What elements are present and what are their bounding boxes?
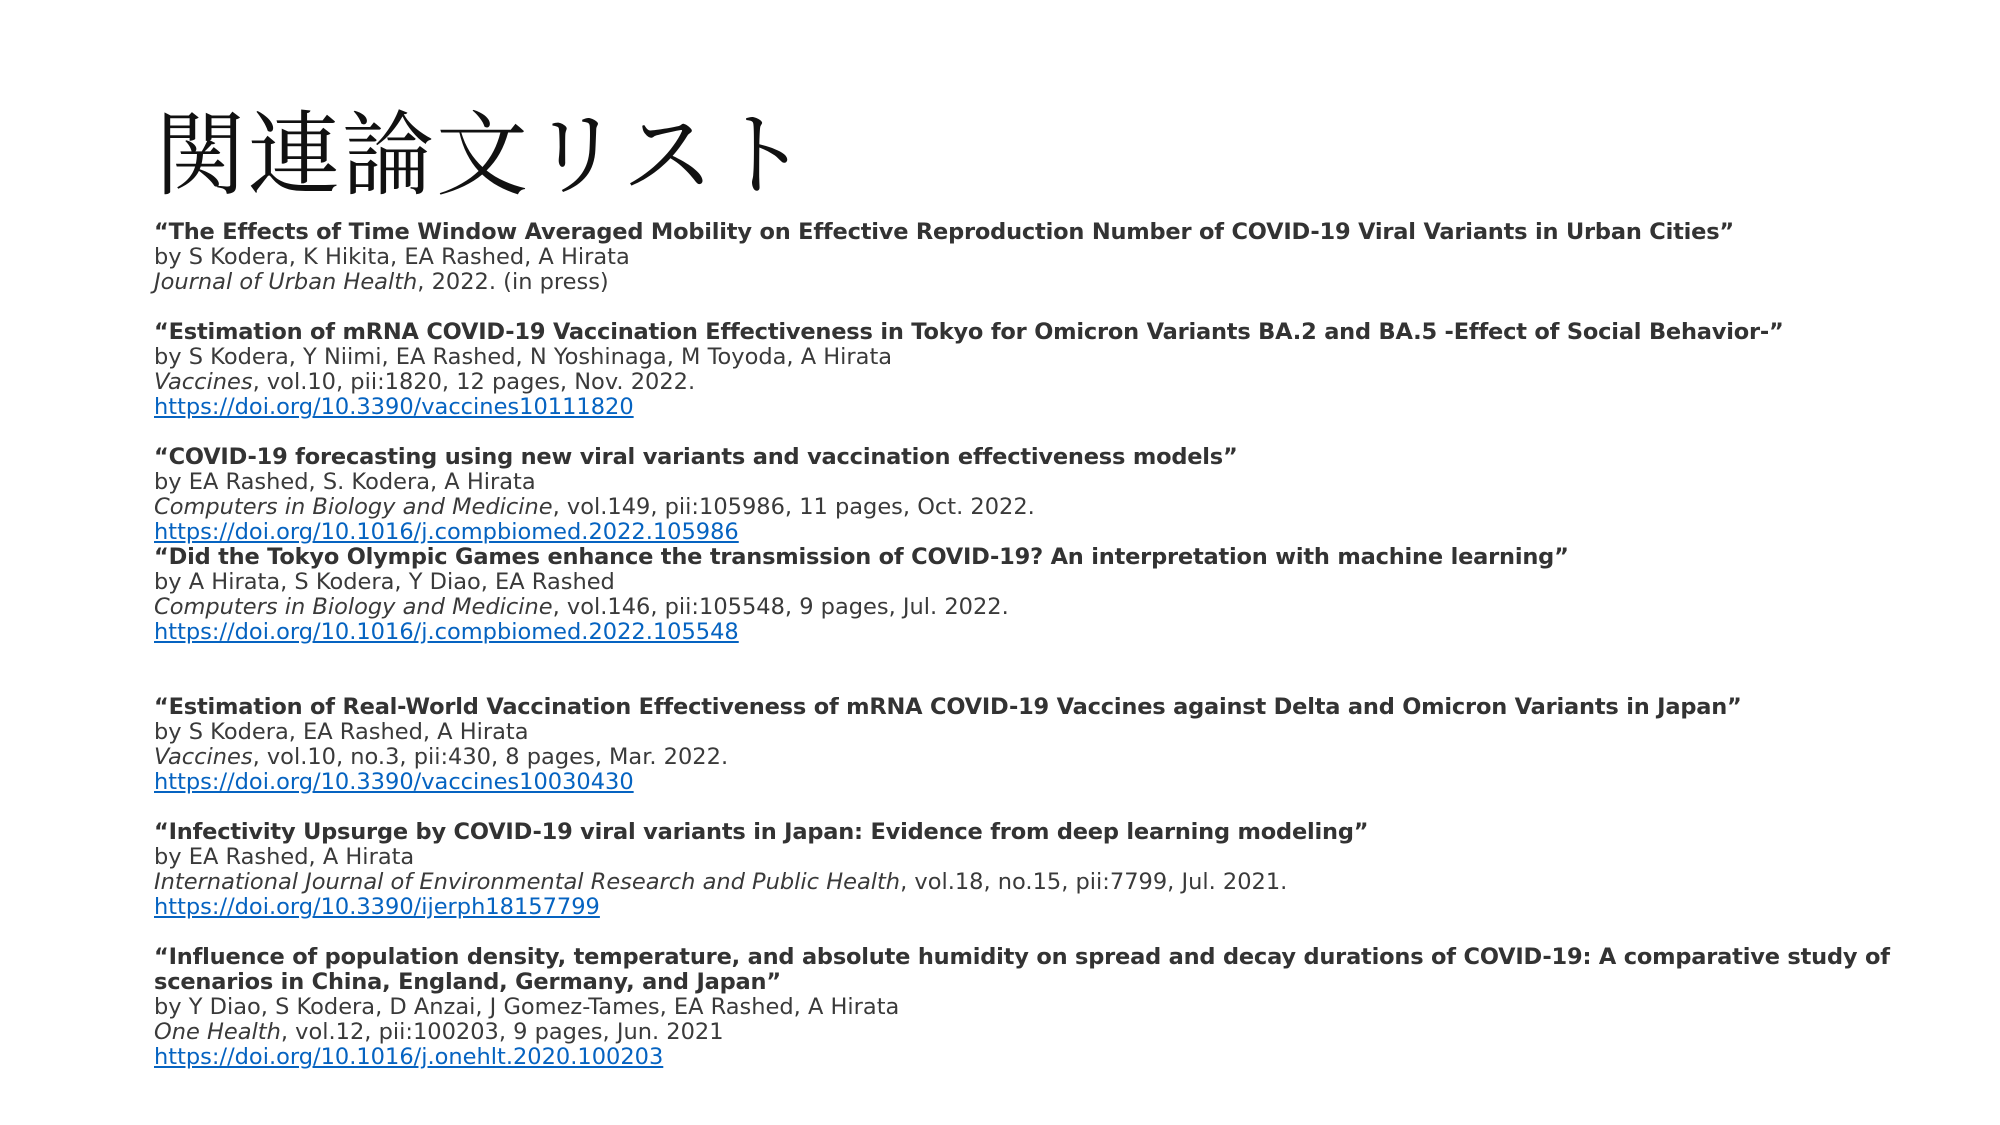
paper-title: “Estimation of Real-World Vaccination Effectiveness of mRNA COVID-19 Vaccines against Delta and Omicron Variants in Japan” — [154, 694, 1742, 720]
paper-authors: by S Kodera, Y Niimi, EA Rashed, N Yoshinaga, M Toyoda, A Hirata — [154, 344, 893, 370]
paper-doi-link[interactable]: https://doi.org/10.3390/ijerph18157799 — [154, 894, 600, 920]
paper-citation — [154, 1020, 1974, 1045]
paper-journal: Journal of Urban Health — [154, 269, 418, 295]
paper-title: “The Effects of Time Window Averaged Mobility on Effective Reproduction Number of COVID-19 Viral Variants in Urban Cities” — [154, 219, 1734, 245]
paper-details: , vol.146, pii:105548, 9 pages, Jul. 2022. — [552, 594, 1009, 620]
paper-entry — [154, 695, 1974, 795]
paper-authors: by EA Rashed, S. Kodera, A Hirata — [154, 469, 536, 495]
paper-doi-link[interactable]: https://doi.org/10.1016/j.compbiomed.2022.105548 — [154, 619, 739, 645]
paper-details: , vol.10, no.3, pii:430, 8 pages, Mar. 2022. — [252, 744, 729, 770]
paper-authors: by S Kodera, K Hikita, EA Rashed, A Hirata — [154, 244, 630, 270]
paper-journal: Computers in Biology and Medicine — [154, 494, 553, 520]
paper-entry — [154, 945, 1974, 1070]
paper-entry — [154, 820, 1974, 920]
paper-citation — [154, 745, 1974, 770]
paper-entry — [154, 445, 1974, 545]
paper-journal: Computers in Biology and Medicine — [154, 594, 553, 620]
paper-doi-link[interactable]: https://doi.org/10.3390/vaccines10030430 — [154, 769, 634, 795]
paper-journal: Vaccines — [154, 369, 253, 395]
paper-details: , vol.10, pii:1820, 12 pages, Nov. 2022. — [252, 369, 696, 395]
paper-citation — [154, 270, 1974, 295]
paper-details: , vol.12, pii:100203, 9 pages, Jun. 2021 — [280, 1019, 724, 1045]
paper-doi-link[interactable]: https://doi.org/10.1016/j.compbiomed.2022.105986 — [154, 519, 739, 545]
paper-citation — [154, 595, 1974, 620]
paper-doi-link[interactable]: https://doi.org/10.3390/vaccines10111820 — [154, 394, 634, 420]
paper-authors: by A Hirata, S Kodera, Y Diao, EA Rashed — [154, 569, 615, 595]
paper-authors: by EA Rashed, A Hirata — [154, 844, 415, 870]
paper-citation — [154, 370, 1974, 395]
paper-title: “Estimation of mRNA COVID-19 Vaccination Effectiveness in Tokyo for Omicron Variants BA.2 and BA.5 -Effect of Social Behavior-” — [154, 319, 1784, 345]
paper-list — [154, 220, 1974, 1070]
paper-title: “Infectivity Upsurge by COVID-19 viral variants in Japan: Evidence from deep learning modeling” — [154, 819, 1369, 845]
paper-citation — [154, 495, 1974, 520]
paper-doi-link[interactable]: https://doi.org/10.1016/j.onehlt.2020.100203 — [154, 1044, 664, 1070]
paper-journal: International Journal of Environmental Research and Public Health — [154, 869, 901, 895]
paper-authors: by Y Diao, S Kodera, D Anzai, J Gomez-Tames, EA Rashed, A Hirata — [154, 994, 900, 1020]
paper-details: , vol.18, no.15, pii:7799, Jul. 2021. — [900, 869, 1288, 895]
paper-citation — [154, 870, 1974, 895]
paper-entry — [154, 545, 1974, 645]
paper-entry — [154, 220, 1974, 295]
paper-title: “COVID-19 forecasting using new viral variants and vaccination effectiveness models” — [154, 444, 1238, 470]
paper-entry — [154, 320, 1974, 420]
paper-journal: One Health — [154, 1019, 281, 1045]
paper-journal: Vaccines — [154, 744, 253, 770]
paper-title: “Did the Tokyo Olympic Games enhance the transmission of COVID-19? An interpretation with machine learning” — [154, 544, 1569, 570]
paper-details: , 2022. (in press) — [417, 269, 609, 295]
page-title: 関連論文リスト — [154, 102, 811, 209]
paper-authors: by S Kodera, EA Rashed, A Hirata — [154, 719, 529, 745]
paper-details: , vol.149, pii:105986, 11 pages, Oct. 2022. — [552, 494, 1035, 520]
paper-title: “Influence of population density, temperature, and absolute humidity on spread and decay durations of COVID-19: A comparative study of scenarios in China, England, Germany, and Japan” — [154, 944, 1890, 995]
